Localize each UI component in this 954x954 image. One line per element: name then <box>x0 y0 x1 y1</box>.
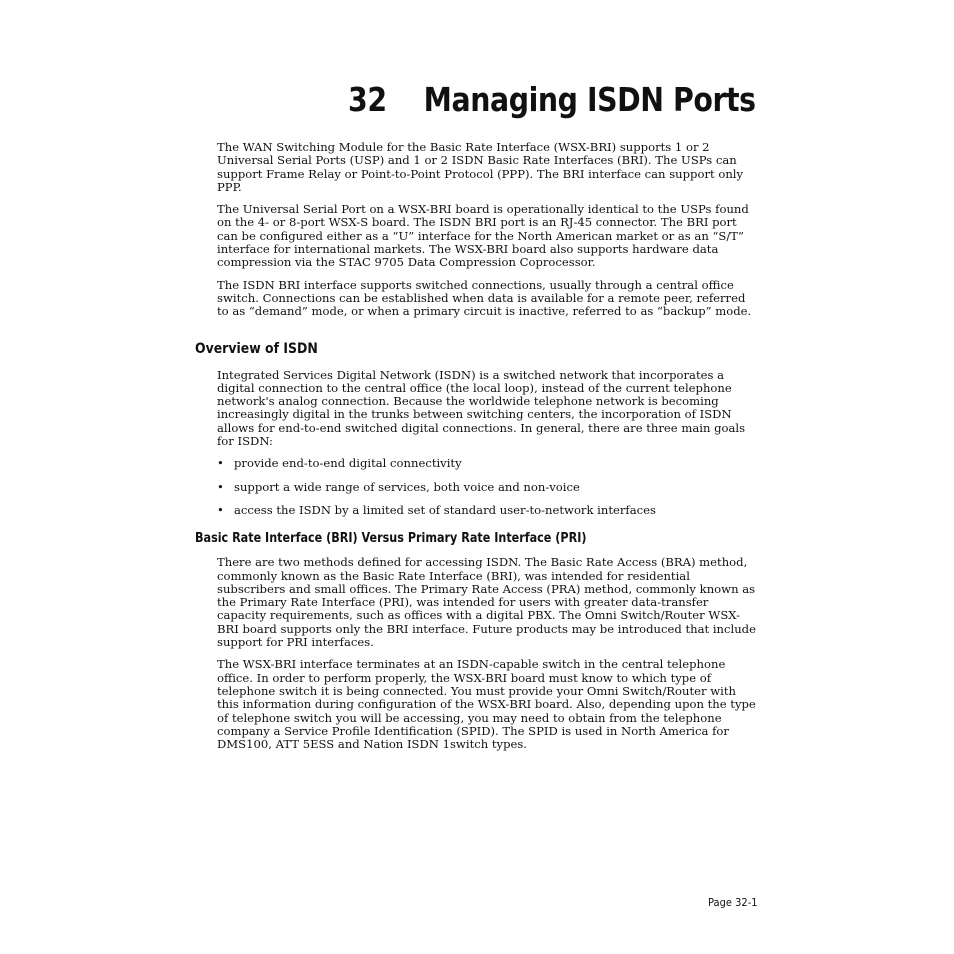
page-number: Page 32-1 <box>708 896 758 909</box>
bri-pri-paragraph-1: There are two methods defined for accessing ISDN. The Basic Rate Access (BRA) method, commonly known as the Basic Rate Interface (BRI), was intended for residential subscribers and small offices. The Primary Rate Access (PRA) method, commonly known as the Primary Rate Interface (PRI), was intended for users with greater data-transfer capacity requirements, such as offices with a digital PBX. The Omni Switch/Router WSX-BRI board supports only the BRI interface. Future products may be introduced that include support for PRI interfaces. <box>217 555 756 650</box>
list-item-text: support a wide range of services, both voice and non-voice <box>234 479 580 494</box>
list-item-text: provide end-to-end digital connectivity <box>234 456 462 471</box>
chapter-number: 32 <box>348 80 387 119</box>
list-item <box>217 481 757 494</box>
list-item-text: access the ISDN by a limited set of standard user-to-network interfaces <box>234 502 656 517</box>
bullet-icon: • <box>217 502 224 517</box>
chapter-title <box>348 78 756 122</box>
bullet-icon: • <box>217 479 224 494</box>
isdn-goals-list <box>217 457 757 517</box>
chapter-title-text: Managing ISDN Ports <box>423 80 756 119</box>
overview-heading: Overview of ISDN <box>195 340 318 357</box>
bri-pri-heading: Basic Rate Interface (BRI) Versus Primary Rate Interface (PRI) <box>195 531 587 547</box>
list-item <box>217 457 757 470</box>
list-item <box>217 504 757 517</box>
intro-paragraph-1: The WAN Switching Module for the Basic Rate Interface (WSX-BRI) supports 1 or 2 Universal Serial Ports (USP) and 1 or 2 ISDN Basic Rate Interfaces (BRI). The USPs can support Frame Relay or Point-to-Point Protocol (PPP). The BRI interface can support only PPP. <box>217 140 744 194</box>
intro-paragraph-3: The ISDN BRI interface supports switched connections, usually through a central office switch. Connections can be established when data is available for a remote peer, referred to as “demand” mode, or when a primary circuit is inactive, referred to as “backup” mode. <box>217 277 752 319</box>
overview-paragraph: Integrated Services Digital Network (ISDN) is a switched network that incorporates a digital connection to the central office (the local loop), instead of the current telephone network's analog connection. Because the worldwide telephone network is becoming increasingly digital in the trunks between switching centers, the incorporation of ISDN allows for end-to-end switched digital connections. In general, there are three main goals for ISDN: <box>217 367 746 449</box>
bri-pri-paragraph-2: The WSX-BRI interface terminates at an ISDN-capable switch in the central telephone office. In order to perform properly, the WSX-BRI board must know to which type of telephone switch it is being connected. You must provide your Omni Switch/Router with this information during configuration of the WSX-BRI board. Also, depending upon the type of telephone switch you will be accessing, you may need to obtain from the telephone company a Service Profile Identification (SPID). The SPID is used in North America for DMS100, ATT 5ESS and Nation ISDN 1switch types. <box>217 657 756 752</box>
intro-paragraph-2: The Universal Serial Port on a WSX-BRI board is operationally identical to the USPs found on the 4- or 8-port WSX-S board. The ISDN BRI port is an RJ-45 connector. The BRI port can be configured either as a “U” interface for the North American market or as an “S/T” interface for international markets. The WSX-BRI board also supports hardware data compression via the STAC 9705 Data Compression Coprocessor. <box>217 202 749 270</box>
bullet-icon: • <box>217 456 224 471</box>
document-body <box>195 140 757 760</box>
